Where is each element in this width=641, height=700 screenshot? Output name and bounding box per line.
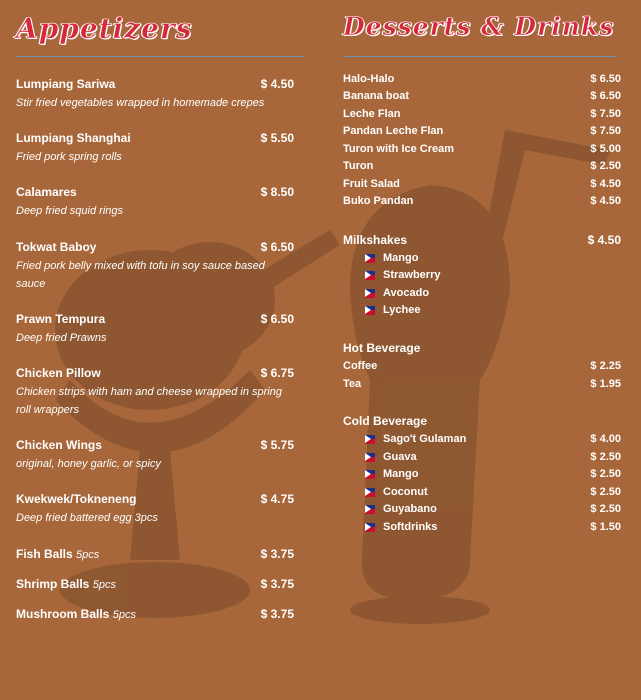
item-name: Lumpiang Shanghai — [16, 131, 131, 145]
list-item — [365, 303, 621, 317]
item-name: Shrimp Balls — [16, 577, 90, 591]
item-price: $ 5.50 — [260, 131, 294, 145]
item-price: $ 2.50 — [590, 451, 621, 463]
item-name: Guyabano — [383, 503, 437, 515]
menu-item — [16, 239, 294, 293]
item-price: $ 6.75 — [260, 366, 294, 380]
item-name: Mango — [383, 468, 419, 480]
item-pieces: 5pcs — [76, 549, 100, 561]
flag-bullet-icon — [365, 523, 375, 532]
item-price: $ 6.50 — [590, 90, 621, 102]
item-description: Deep fried battered egg 3pcs — [16, 512, 158, 524]
item-description: Stir fried vegetables wrapped in homemade crepes — [16, 97, 265, 109]
item-price: $ 2.50 — [590, 160, 621, 172]
item-price: $ 4.50 — [590, 178, 621, 190]
item-name: Guava — [383, 451, 417, 463]
menu-item — [343, 142, 621, 156]
menu-item — [343, 89, 621, 103]
item-name: Fruit Salad — [343, 178, 400, 190]
item-price: $ 2.50 — [590, 468, 621, 480]
flag-bullet-icon — [365, 470, 375, 479]
menu-item — [16, 437, 294, 473]
item-price: $ 7.50 — [590, 125, 621, 137]
item-price: $ 2.50 — [590, 486, 621, 498]
item-name: Turon — [343, 160, 374, 172]
item-name: Halo-Halo — [343, 73, 395, 85]
item-name: Lychee — [383, 304, 421, 316]
item-name: Tokwat Baboy — [16, 240, 97, 254]
item-price: $ 2.50 — [590, 503, 621, 515]
item-price: $ 6.50 — [590, 73, 621, 85]
menu-item — [16, 576, 294, 593]
menu-item — [343, 194, 621, 208]
list-item — [365, 268, 621, 282]
menu-item — [16, 606, 294, 623]
item-description: Deep fried Prawns — [16, 332, 107, 344]
menu-item — [343, 177, 621, 191]
item-price: $ 5.00 — [590, 143, 621, 155]
item-name: Chicken Pillow — [16, 366, 101, 380]
item-description: Fried pork spring rolls — [16, 151, 122, 163]
appetizers-divider — [16, 56, 304, 57]
appetizers-title: Appetizers — [16, 12, 193, 45]
item-name: Pandan Leche Flan — [343, 125, 444, 137]
item-price: $ 4.75 — [260, 492, 294, 506]
menu-item — [343, 377, 621, 391]
list-item — [365, 450, 621, 464]
item-name: Banana boat — [343, 90, 410, 102]
desserts-drinks-title: Desserts & Drinks — [343, 12, 615, 41]
section-price: $ 4.50 — [587, 233, 621, 247]
item-name: Mango — [383, 252, 419, 264]
flag-bullet-icon — [365, 306, 375, 315]
section-subtitle: Hot Beverage — [343, 341, 421, 355]
hot-beverage-heading — [343, 340, 621, 356]
item-price: $ 4.00 — [590, 433, 621, 445]
section-subtitle: Milkshakes — [343, 233, 408, 247]
item-price: $ 2.25 — [590, 360, 621, 372]
item-name: Buko Pandan — [343, 195, 414, 207]
item-name: Turon with Ice Cream — [343, 143, 455, 155]
list-item — [365, 251, 621, 265]
menu-item — [16, 311, 294, 347]
item-name: Prawn Tempura — [16, 312, 106, 326]
menu-item — [16, 491, 294, 527]
flag-bullet-icon — [365, 271, 375, 280]
item-description: Fried pork belly mixed with tofu in soy sauce based sauce — [16, 260, 265, 290]
section-subtitle: Cold Beverage — [343, 414, 428, 428]
item-name: Avocado — [383, 287, 430, 299]
item-price: $ 6.50 — [260, 312, 294, 326]
item-name: Leche Flan — [343, 108, 401, 120]
list-item — [365, 502, 621, 516]
item-name: Lumpiang Sariwa — [16, 77, 116, 91]
flag-bullet-icon — [365, 505, 375, 514]
menu-item — [16, 546, 294, 563]
flag-bullet-icon — [365, 254, 375, 263]
item-name: Calamares — [16, 185, 77, 199]
flag-bullet-icon — [365, 435, 375, 444]
flag-bullet-icon — [365, 453, 375, 462]
menu-item — [343, 159, 621, 173]
cold-beverage-heading — [343, 413, 621, 429]
item-price: $ 6.50 — [260, 240, 294, 254]
item-name: Coffee — [343, 360, 378, 372]
item-description: Deep fried squid rings — [16, 205, 124, 217]
menu-item — [16, 365, 294, 419]
item-price: $ 5.75 — [260, 438, 294, 452]
menu-item — [16, 76, 294, 112]
item-name: Sago't Gulaman — [383, 433, 467, 445]
item-pieces: 5pcs — [112, 609, 136, 621]
list-item — [365, 485, 621, 499]
item-description: Chicken strips with ham and cheese wrapped in spring roll wrappers — [16, 386, 282, 416]
item-price: $ 8.50 — [260, 185, 294, 199]
list-item — [365, 432, 621, 446]
item-name: Kwekwek/Tokneneng — [16, 492, 137, 506]
item-pieces: 5pcs — [92, 579, 116, 591]
item-price: $ 7.50 — [590, 108, 621, 120]
item-price: $ 3.75 — [260, 607, 294, 621]
menu-item — [343, 72, 621, 86]
item-name: Fish Balls — [16, 547, 73, 561]
menu-item — [343, 107, 621, 121]
menu-item — [16, 130, 294, 166]
list-item — [365, 467, 621, 481]
item-price: $ 4.50 — [260, 77, 294, 91]
item-name: Coconut — [383, 486, 428, 498]
menu-item — [343, 359, 621, 373]
item-name: Mushroom Balls — [16, 607, 110, 621]
item-price: $ 1.95 — [590, 378, 621, 390]
item-description: original, honey garlic, or spicy — [16, 458, 161, 470]
item-price: $ 4.50 — [590, 195, 621, 207]
flag-bullet-icon — [365, 488, 375, 497]
list-item — [365, 286, 621, 300]
item-name: Strawberry — [383, 269, 441, 281]
flag-bullet-icon — [365, 289, 375, 298]
desserts-divider — [343, 56, 617, 57]
list-item — [365, 520, 621, 534]
item-price: $ 1.50 — [590, 521, 621, 533]
item-name: Tea — [343, 378, 362, 390]
item-name: Softdrinks — [383, 521, 438, 533]
item-price: $ 3.75 — [260, 577, 294, 591]
item-price: $ 3.75 — [260, 547, 294, 561]
item-name: Chicken Wings — [16, 438, 102, 452]
menu-item — [16, 184, 294, 220]
milkshakes-heading — [343, 232, 621, 248]
menu-item — [343, 124, 621, 138]
